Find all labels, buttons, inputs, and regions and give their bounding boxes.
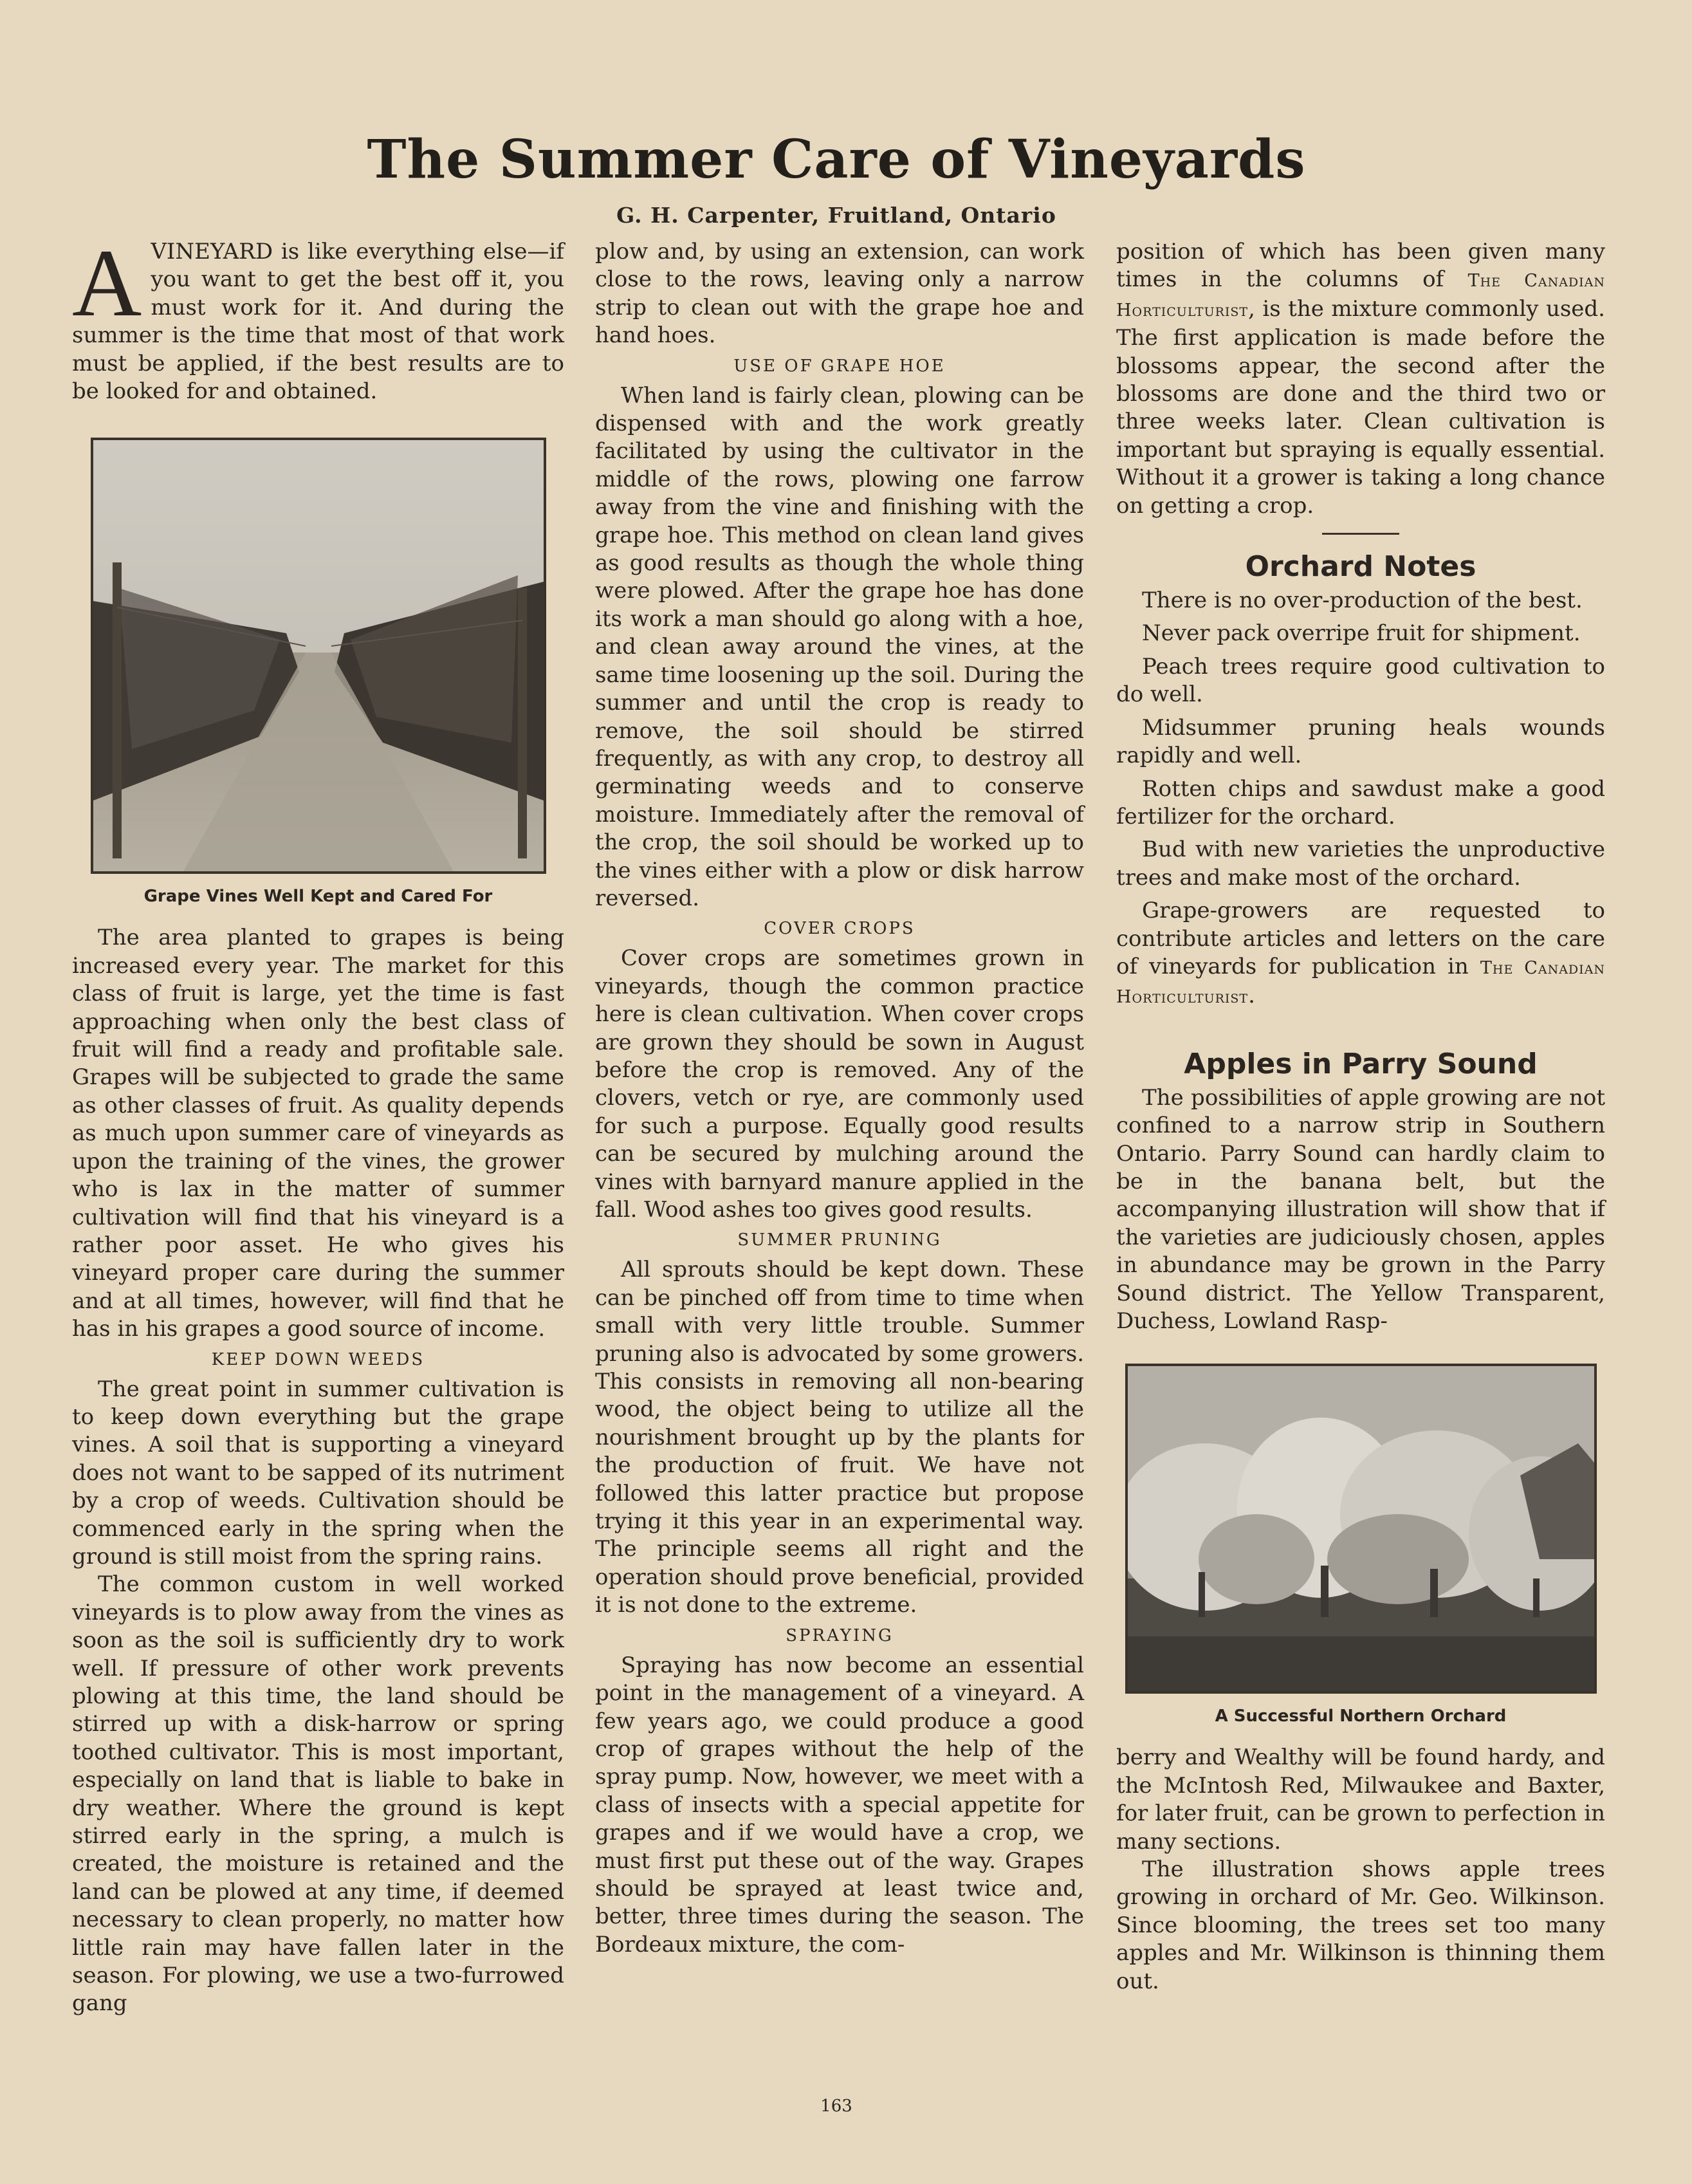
journal-name: The Canadian Horticulturist <box>1116 271 1606 320</box>
paragraph-spraying: Spraying has now become an essential point in the management of a vineyard. A few years ago, we could produce a good crop of grapes without the help of the spray pump. Now, however, we meet with a class of insects with a special appetite for grapes and if we would have a crop, we must first put these out of the way. Grapes should be sprayed at least twice and, better, three times during the season. The Bordeaux mixture, the com- <box>595 1652 1084 1957</box>
vineyard-photo-caption: Grape Vines Well Kept and Cared For <box>143 887 493 907</box>
article-byline: G. H. Carpenter, Fruitland, Ontario <box>616 203 1056 228</box>
column-1 <box>72 230 564 2018</box>
note-request-end: . <box>1248 983 1255 1009</box>
orchard-image <box>1128 1366 1594 1691</box>
note-request-text: Grape-growers are requested to contribute articles and letters on the care of vineyards for publication in <box>1116 898 1605 979</box>
orchard-notes-list <box>1116 587 1605 892</box>
subhead-grape-hoe: USE OF GRAPE HOE <box>733 356 946 376</box>
section-divider <box>1322 533 1399 535</box>
subhead-keep-down-weeds: KEEP DOWN WEEDS <box>211 1349 425 1369</box>
subhead-cover-crops: COVER CROPS <box>764 919 915 939</box>
bordeaux-text-a: position of which has been given many times in the columns of <box>1116 239 1605 293</box>
paragraph-illustration: The illustration shows apple trees growing in orchard of Mr. Geo. Wilkinson. Since blooming, the trees set too many apples and Mr. Wilkinson is thinning them out. <box>1116 1856 1605 1994</box>
paragraph-weeds-2: The common custom in well worked vineyards is to plow away from the vines as soon as the soil is sufficiently dry to work well. If pressure of other work prevents plowing at this time, the land should be stirred up with a disk-harrow or spring toothed cultivator. This is most important, especially on land that is liable to bake in dry weather. Where the ground is kept stirred early in the spring, a mulch is created, the moisture is retained and the land can be plowed at any time, if deemed necessary to clean properly, no matter how little rain may have fallen later in the season. For plowing, we use a two-furrowed gang <box>72 1571 564 2017</box>
paragraph-apples: The possibilities of apple growing are not confined to a narrow strip in Southern Ontario. Parry Sound can hardly claim to be in the banana belt, but the accompanying illustration will show that if the varieties are judiciously chosen, apples in abundance may be grown in the Parry Sound district. The Yellow Transparent, Duchess, Lowland Rasp- <box>1116 1084 1605 1334</box>
orchard-notes-title: Orchard Notes <box>1245 550 1476 584</box>
orchard-note: Never pack overripe fruit for shipment. <box>1142 620 1581 647</box>
paragraph-weeds-1: The great point in summer cultivation is to keep down everything but the grape vines. A soil that is supporting a vineyard does not want to be sapped of its nutriment by a crop of weeds. Cultivation should be commenced early in the spring when the ground is still moist from the spring rains. <box>72 1376 564 1569</box>
subhead-spraying: SPRAYING <box>786 1625 894 1645</box>
intro-paragraph <box>72 230 564 405</box>
bordeaux-text-b: , is the mixture commonly used. The first application is made before the blossoms appear, the second after the blossoms are done and the third two or three weeks later. Clean cultivation is important but spraying is equally essential. Without it a grower is taking a long chance on getting a crop. <box>1116 295 1605 519</box>
intro-text: VINEYARD is like everything else—if you want to get the best off it, you must work for it. And during the summer is the time that most of that work must be applied, if the best results are to be looked for and obtained. <box>72 239 564 405</box>
paragraph-continued: plow and, by using an extension, can work close to the rows, leaving only a narrow strip to clean out with the grape hoe and hand hoes. <box>595 239 1084 349</box>
paragraph-bordeaux <box>1116 238 1605 520</box>
orchard-note: Midsummer pruning heals wounds rapidly and well. <box>1116 714 1605 769</box>
paragraph-grape-hoe: When land is fairly clean, plowing can be dispensed with and the work greatly facilitated by using the cultivator in the middle of the rows, plowing one farrow away from the vine and finishing with the grape hoe. This method on clean land gives as good results as though the whole thing were plowed. After the grape hoe has done its work a man should go along with a hoe, and clean away around the vines, at the same time loosening up the soil. During the summer and until the crop is ready to remove, the soil should be stirred frequently, as with any crop, to destroy all germinating weeds and to conserve moisture. Immediately after the removal of the crop, the soil should be worked up to the vines either with a plow or disk harrow reversed. <box>595 382 1084 911</box>
apples-parry-sound-title: Apples in Parry Sound <box>1184 1047 1538 1080</box>
vineyard-image <box>93 440 544 871</box>
orchard-note: There is no over-production of the best. <box>1142 588 1583 614</box>
paragraph-cover-crops: Cover crops are sometimes grown in vineyards, though the common practice here is clean cultivation. When cover crops are grown they should be sown in August before the crop is removed. Any of the clovers, vetch or rye, are commonly used for such a purpose. Equally good results can be secured by mulching around the vines with barnyard manure applied in the fall. Wood ashes too gives good results. <box>595 945 1084 1223</box>
orchard-note: Peach trees require good cultivation to do well. <box>1116 653 1605 708</box>
page-number: 163 <box>820 2096 852 2116</box>
column-3 <box>1116 238 1605 1995</box>
drop-cap: A <box>72 230 142 337</box>
orchard-note: Rotten chips and sawdust make a good fertilizer for the orchard. <box>1116 775 1605 829</box>
subhead-summer-pruning: SUMMER PRUNING <box>737 1230 942 1250</box>
paragraph-apples-continued: berry and Wealthy will be found hardy, and the McIntosh Red, Milwaukee and Baxter, for later fruit, can be grown to perfection in many sections. <box>1116 1744 1605 1855</box>
article-title: The Summer Care of Vineyards <box>367 129 1306 190</box>
vineyard-photo <box>91 438 546 874</box>
column-2 <box>595 238 1084 1959</box>
orchard-photo-caption: A Successful Northern Orchard <box>1215 1707 1507 1726</box>
paragraph-summer-pruning: All sprouts should be kept down. These can be pinched off from time to time when small with very little trouble. Summer pruning also is advocated by some growers. This consists in removing all non-bearing wood, the object being to utilize all the nourishment brought up by the plants for the production of fruit. We have not followed this latter practice but propose trying it this year in an experimental way. The principle seems all right and the operation should prove beneficial, provided it is not done to the extreme. <box>595 1257 1084 1618</box>
paragraph-area: The area planted to grapes is being increased every year. The market for this class of fruit is large, yet the time is fast approaching when only the best class of fruit will find a ready and profitable sale. Grapes will be subjected to grade the same as other classes of fruit. As quality depends as much upon summer care of vineyards as upon the training of the vines, the grower who is lax in the matter of summer cultivation will find that his vineyard is a rather poor asset. He who gives his vineyard proper care during the summer and at all times, however, will find that he has in his grapes a good source of income. <box>72 925 564 1342</box>
note-journal-name: The Canadian Horticulturist <box>1116 958 1606 1008</box>
orchard-photo <box>1125 1364 1597 1694</box>
orchard-note: Bud with new varieties the unproductive trees and make most of the orchard. <box>1116 837 1605 891</box>
orchard-note-request <box>1116 897 1605 1012</box>
